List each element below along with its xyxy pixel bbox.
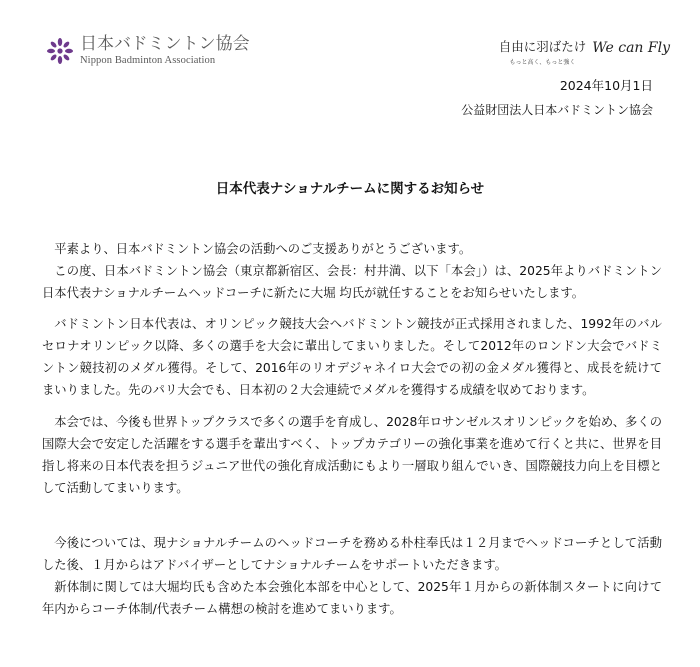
issuing-organization: 公益財団法人日本バドミントン協会 bbox=[461, 103, 653, 117]
slogan-sub: もっと高く、もっと強く bbox=[509, 58, 576, 66]
shuttlecock-flower-icon bbox=[46, 37, 74, 65]
slogan-main: 自由に羽ばたけ bbox=[498, 39, 587, 54]
slogan-en: We can Fly bbox=[592, 40, 670, 56]
paragraph-announcement: この度、日本バドミントン協会（東京都新宿区、会長：村井満、以下「本会」）は、2025年よりバドミントン日本代表ナショナルチームヘッドコーチに新たに大堀 均氏が就任することをお知らせいたします。 bbox=[42, 264, 662, 300]
paragraph-current-coach: 今後については、現ナショナルチームのヘッドコーチを務める朴柱奉氏は１２月までヘッドコーチとして活動した後、１月からはアドバイザーとしてナショナルチームをサポートいただきます。 bbox=[42, 536, 662, 572]
document-title: 日本代表ナショナルチームに関するお知らせ bbox=[215, 181, 485, 197]
paragraph-new-structure: 新体制に関しては大堀均氏も含めた本会強化本部を中心として、2025年１月からの新体制スタートに向けて年内からコーチ体制/代表チーム構想の検討を進めてまいります。 bbox=[42, 580, 662, 616]
paragraph-greeting: 平素より、日本バドミントン協会の活動へのご支援ありがとうございます。 bbox=[54, 242, 472, 256]
paragraph-history: バドミントン日本代表は、オリンピック競技大会へバドミントン競技が正式採用されました、1992年のバルセロナオリンピック以降、多くの選手を大会に輩出してまいりました。そして2012年のロンドン大会でバドミントン競技初のメダル獲得。そして、2016年のリオデジャネイロ大会での初の金メダル獲得と、成長を続けてまいりました。先のパリ大会でも、日本初の２大会連続でメダルを獲得する成績を収めております。 bbox=[42, 317, 662, 397]
document-body bbox=[42, 238, 662, 620]
document-date: 2024年10月1日 bbox=[559, 78, 653, 93]
logo-en-name: Nippon Badminton Association bbox=[80, 55, 216, 66]
association-logo[interactable] bbox=[46, 36, 250, 67]
logo-jp-name: 日本バドミントン協会 bbox=[80, 34, 250, 54]
slogan bbox=[499, 40, 670, 66]
paragraph-goals: 本会では、今後も世界トップクラスで多くの選手を育成し、2028年ロサンゼルスオリンピックを始め、多くの国際大会で安定した活躍をする選手を輩出すべく、トップカテゴリーの強化事業を進めて行くと共に、世界を目指し将来の日本代表を担うジュニア世代の強化育成活動にもより一層取り組んでいき、国際競技力向上を目標として活動してまいります。 bbox=[42, 415, 662, 495]
